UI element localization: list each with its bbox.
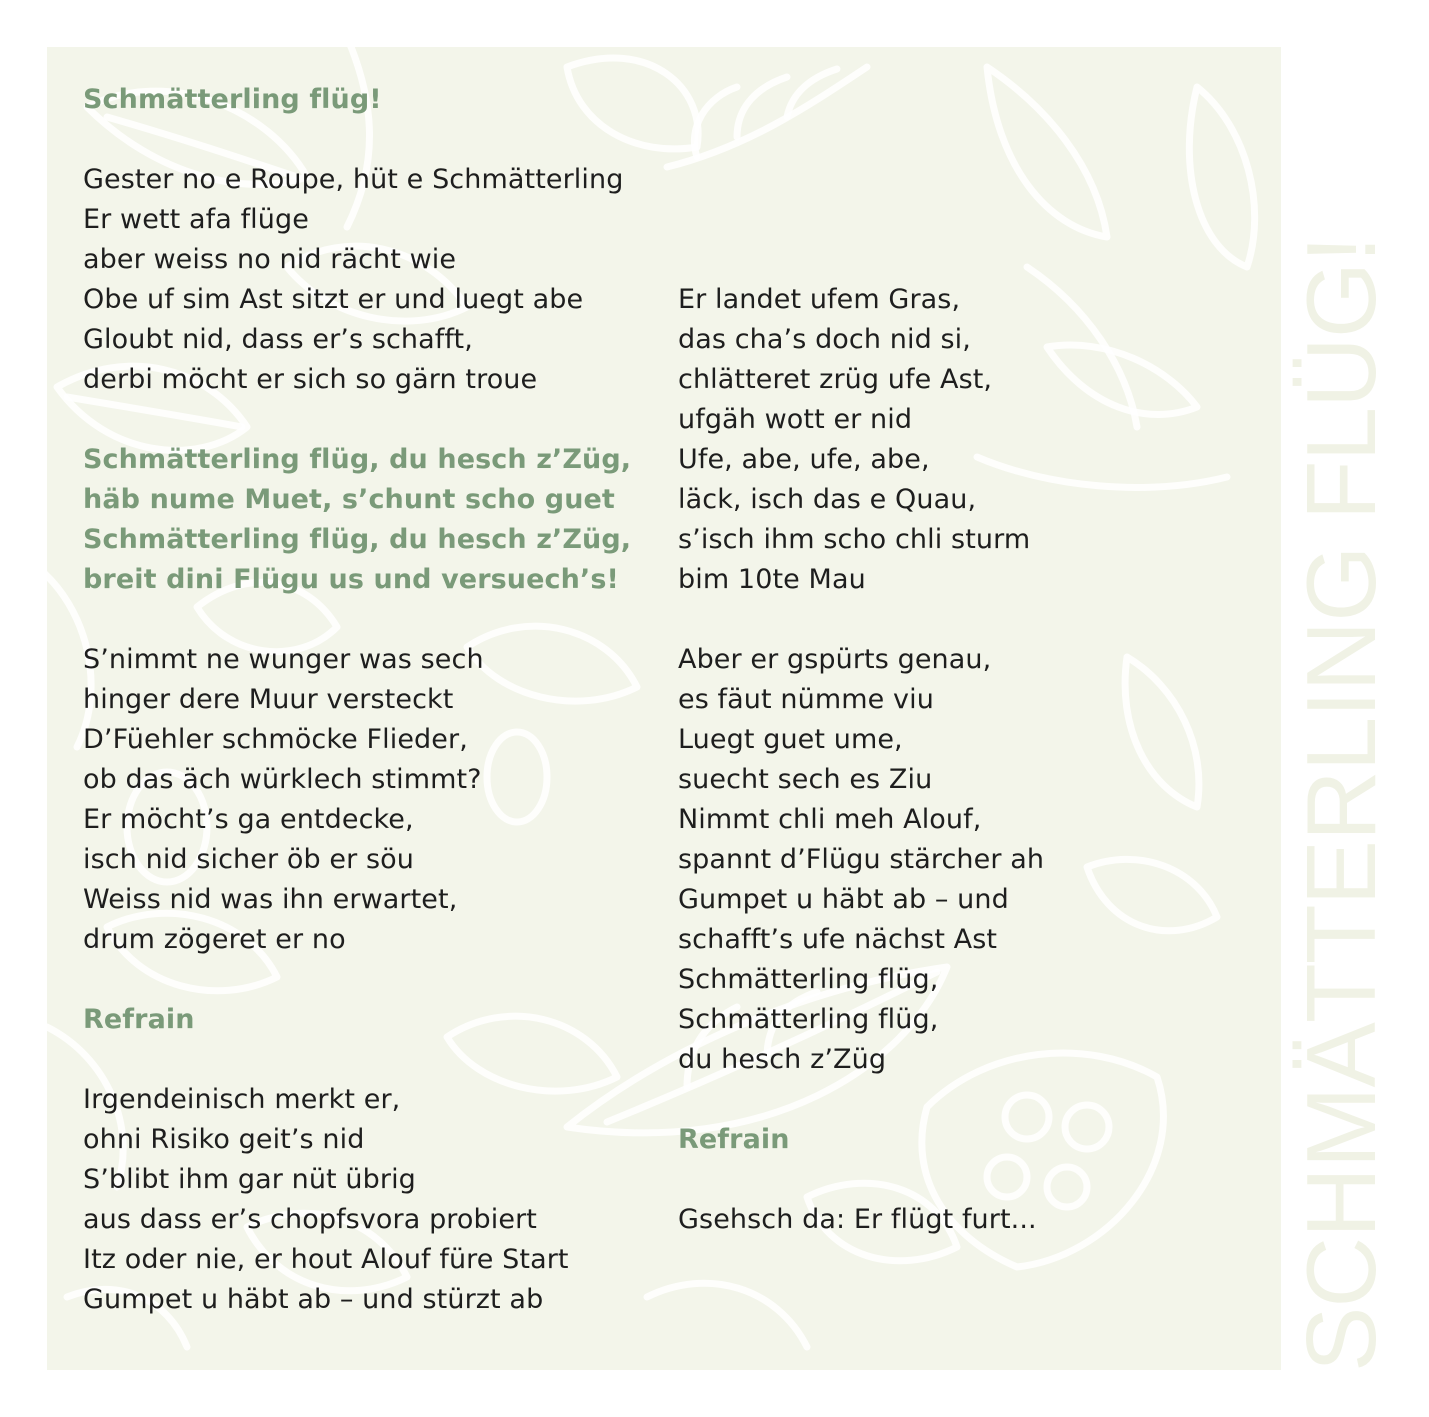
- lyric-line: S’nimmt ne wunger was sech: [83, 644, 484, 675]
- lyric-line: ufgäh wott er nid: [678, 404, 913, 435]
- lyric-line: suecht sech es Ziu: [678, 764, 933, 795]
- lyric-line: es fäut nümme viu: [678, 684, 934, 715]
- lyric-line: läck, isch das e Quau,: [678, 484, 977, 515]
- lyric-line: Schmätterling flüg,: [678, 1004, 939, 1035]
- ending-line: Gsehsch da: Er flügt furt...: [678, 1204, 1037, 1235]
- lyric-line: Itz oder nie, er hout Alouf füre Start: [83, 1244, 569, 1275]
- verse-5: [678, 640, 1238, 1080]
- lyric-line: Aber er gspürts genau,: [678, 644, 992, 675]
- chorus: [83, 440, 643, 600]
- lyric-line: Gloubt nid, dass er’s schafft,: [83, 324, 473, 355]
- lyric-line: bim 10te Mau: [678, 564, 866, 595]
- lyric-line: Obe uf sim Ast sitzt er und luegt abe: [83, 284, 584, 315]
- lyric-line: Nimmt chli meh Alouf,: [678, 804, 982, 835]
- right-column: [678, 280, 1238, 1240]
- chorus-line: Schmätterling flüg, du hesch z’Züg,: [83, 444, 632, 475]
- lyric-line: derbi möcht er sich so gärn troue: [83, 364, 538, 395]
- verse-4: [678, 280, 1238, 600]
- verse-1: [83, 160, 643, 400]
- lyric-line: Luegt guet ume,: [678, 724, 903, 755]
- chorus-line: häb nume Muet, s’chunt scho guet: [83, 484, 615, 515]
- lyric-line: S’blibt ihm gar nüt übrig: [83, 1164, 416, 1195]
- lyric-line: Irgendeinisch merkt er,: [83, 1084, 401, 1115]
- lyric-line: das cha’s doch nid si,: [678, 324, 971, 355]
- lyric-line: hinger dere Muur versteckt: [83, 684, 454, 715]
- lyric-line: du hesch z’Züg: [678, 1044, 887, 1075]
- lyric-line: aus dass er’s chopfsvora probiert: [83, 1204, 537, 1235]
- lyric-line: Gester no e Roupe, hüt e Schmätterling: [83, 164, 624, 195]
- lyric-line: ohni Risiko geit’s nid: [83, 1124, 365, 1155]
- lyric-line: Schmätterling flüg,: [678, 964, 939, 995]
- lyric-line: Er möcht’s ga entdecke,: [83, 804, 414, 835]
- vertical-side-title: SCHMÄTTERLING FLÜG!: [1286, 236, 1396, 1372]
- lyric-line: Gumpet u häbt ab – und: [678, 884, 1009, 915]
- lyric-line: Gumpet u häbt ab – und stürzt ab: [83, 1284, 544, 1315]
- lyric-line: isch nid sicher öb er söu: [83, 844, 414, 875]
- lyric-line: Er wett afa flüge: [83, 204, 309, 235]
- left-column: [83, 80, 643, 1320]
- verse-3: [83, 1080, 643, 1320]
- lyric-line: ob das äch würklech stimmt?: [83, 764, 482, 795]
- chorus-line: Schmätterling flüg, du hesch z’Züg,: [83, 524, 632, 555]
- lyric-line: aber weiss no nid rächt wie: [83, 244, 457, 275]
- lyric-line: Weiss nid was ihn erwartet,: [83, 884, 458, 915]
- lyric-line: Er landet ufem Gras,: [678, 284, 961, 315]
- lyrics-panel: [47, 47, 1281, 1370]
- refrain-label: Refrain: [678, 1124, 790, 1155]
- lyric-line: drum zögeret er no: [83, 924, 346, 955]
- lyric-line: chlätteret zrüg ufe Ast,: [678, 364, 993, 395]
- verse-2: [83, 640, 643, 960]
- song-title: Schmätterling flüg!: [83, 84, 382, 115]
- chorus-line: breit dini Flügu us und versuech’s!: [83, 564, 619, 595]
- lyric-line: schafft’s ufe nächst Ast: [678, 924, 998, 955]
- refrain-label: Refrain: [83, 1004, 195, 1035]
- lyric-line: s’isch ihm scho chli sturm: [678, 524, 1031, 555]
- lyric-line: Ufe, abe, ufe, abe,: [678, 444, 930, 475]
- lyric-line: spannt d’Flügu stärcher ah: [678, 844, 1045, 875]
- lyric-line: D’Füehler schmöcke Flieder,: [83, 724, 468, 755]
